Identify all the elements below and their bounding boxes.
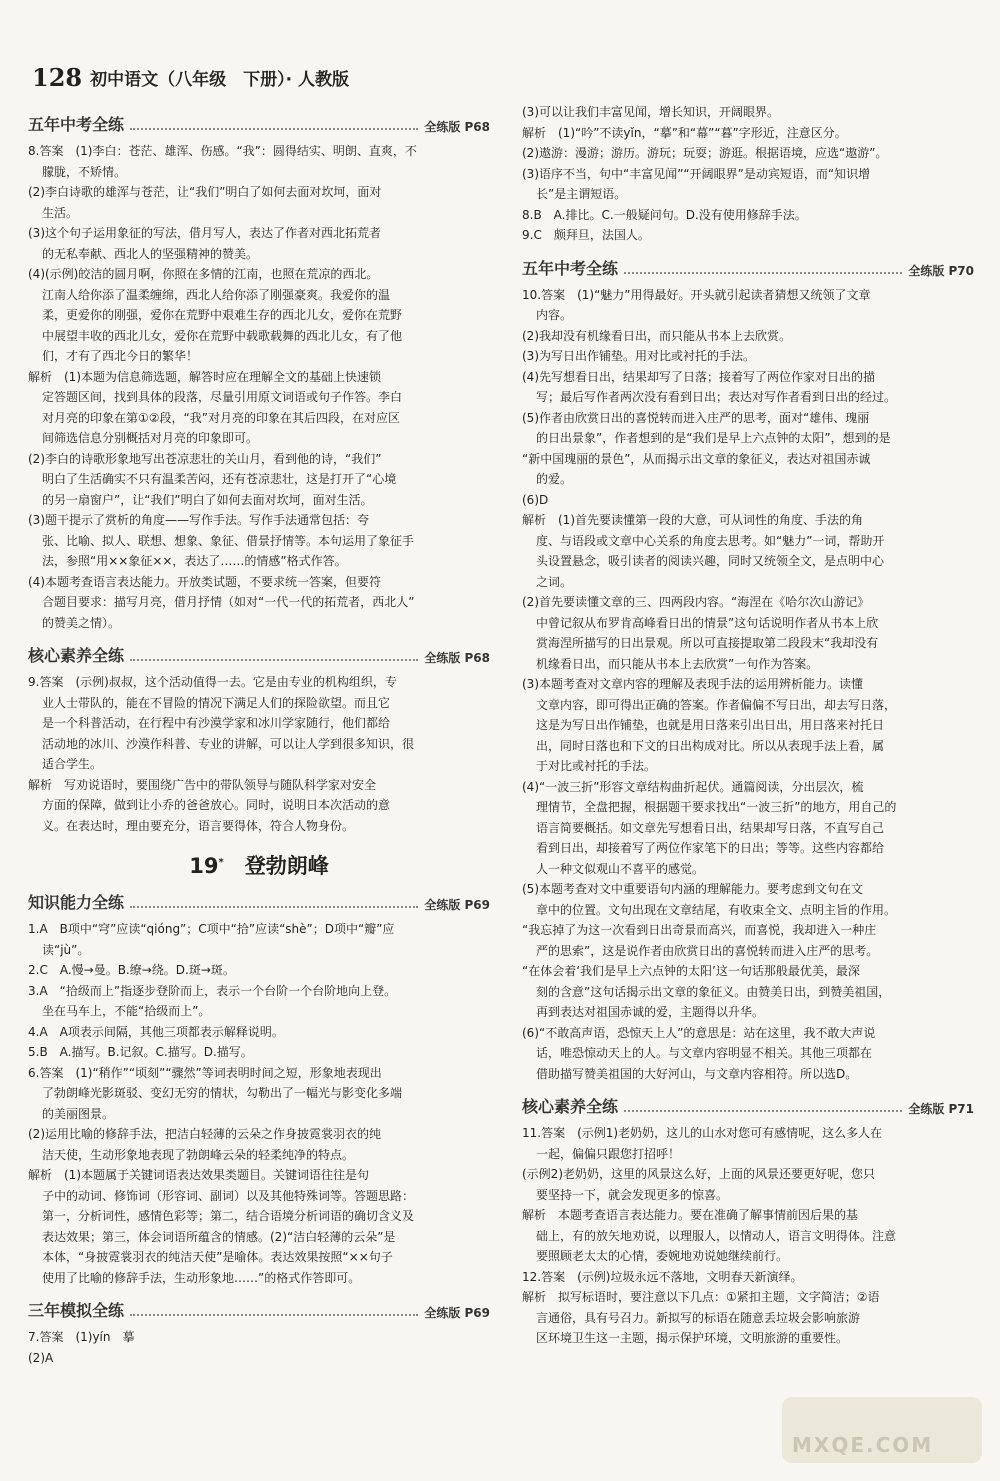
text-line: 11.答案 (示例1)老奶奶，这儿的山水对您可有感情呢，这么多人在 bbox=[522, 1126, 883, 1140]
text-line: 的另一扇窗户”，让“我们”明白了如何去面对坎坷，面对生活。 bbox=[42, 492, 373, 507]
text-line: 机缘看日出，而只能从书本上去欣赏”一句作为答案。 bbox=[536, 656, 819, 671]
text-line: (2)遨游：漫游；游历。游玩；玩耍；游逛。根据语境，应选“遨游”。 bbox=[522, 146, 888, 160]
section-title: 知识能力全练 bbox=[28, 893, 125, 912]
text-line: 本体，“身披霓裳羽衣的纯洁天使”是喻体。表达效果按照“××句子 bbox=[42, 1250, 393, 1264]
text-line: (6)“不敢高声语，恐惊天上人”的意思是：站在这里，我不敢大声说 bbox=[522, 1025, 876, 1040]
text-line: 活动地的冰川、沙漠作科普、专业的讲解，可以让人学到很多知识，很 bbox=[42, 736, 415, 751]
text-line: 要坚持一下，就会发现更多的惊喜。 bbox=[536, 1187, 729, 1202]
text-line: 赏海涅所描写的日出景观。所以可直接提取第二段段末“我却没有 bbox=[536, 636, 879, 650]
text-line: (4)本题考查语言表达能力。开放类试题，不要求统一答案，但要符 bbox=[28, 574, 382, 589]
answer-block bbox=[28, 141, 490, 633]
chapter-title bbox=[28, 850, 490, 880]
text-line: 出，同时日落也和下文的日出构成对比。所以从表现手法上看，属 bbox=[536, 738, 885, 753]
page-number: 128 bbox=[32, 62, 83, 92]
text-line: (3)题干提示了赏析的角度——写作手法。写作手法通常包括：夸 bbox=[28, 513, 370, 527]
text-line: (3)这个句子运用象征的写法，借月写人，表达了作者对西北拓荒者 bbox=[28, 226, 382, 240]
section-page-ref: 全练版 P69 bbox=[424, 898, 490, 912]
text-line: 间筛选信息分别概括对月亮的印象即可。 bbox=[42, 431, 259, 445]
text-line: 方面的保障，做到让小乔的爸爸放心。同时，说明日本次活动的意 bbox=[42, 798, 391, 812]
text-line: (示例2)老奶奶，这里的风景这么好，上面的风景还要更好呢，您只 bbox=[522, 1167, 876, 1181]
text-line: 洁天使，生动形象地表现了勃朗峰云朵的轻柔纯净的特点。 bbox=[42, 1147, 355, 1162]
section-header bbox=[28, 112, 490, 135]
text-line: (6)D bbox=[522, 492, 549, 507]
text-line: 解析 拟写标语时，要注意以下几点：①紧扣主题，文字简洁；②语 bbox=[522, 1290, 880, 1304]
left-column bbox=[28, 102, 490, 1368]
text-line: 写；最后写作者两次没有看到日出；表达对写作者看到日出的经过。 bbox=[536, 390, 897, 404]
text-line: 江南人给你添了温柔缠绵，西北人给你添了刚强豪爽。我爱你的温 bbox=[42, 287, 391, 302]
section-title: 三年模拟全练 bbox=[28, 1301, 125, 1320]
page-header bbox=[32, 62, 349, 92]
text-line: 读“jù”。 bbox=[42, 942, 90, 957]
text-line: (2)运用比喻的修辞手法，把洁白轻薄的云朵之作身披霓裳羽衣的纯 bbox=[28, 1127, 382, 1141]
book-title: 初中语文（八年级 下册）· 人教版 bbox=[90, 69, 349, 90]
text-line: 9.C 颇拜旦，法国人。 bbox=[522, 228, 650, 242]
text-line: 言通俗，具有号召力。新拟写的标语在随意丢垃圾会影响旅游 bbox=[536, 1310, 861, 1325]
answer-block bbox=[28, 919, 490, 1288]
text-line: 解析 (1)本题为信息筛选题，解答时应在理解全文的基础上快速锁 bbox=[28, 369, 382, 384]
text-line: (4)“一波三折”形容文章结构曲折起伏。通篇阅读，分出层次，梳 bbox=[522, 779, 864, 794]
watermark-logo bbox=[782, 1397, 982, 1463]
text-line: 之词。 bbox=[536, 574, 573, 589]
text-line: (3)语序不当，句中“丰富见闻”“开阔眼界”是动宾短语，而“知识增 bbox=[522, 166, 871, 181]
text-line: 刻的含意”这句话揭示出文章的象征义。由赞美日出，到赞美祖国， bbox=[536, 984, 891, 999]
chapter-number: 19 bbox=[189, 854, 219, 878]
text-line: 解析 (1)本题属于关键词语表达效果类题目。关键词语往往是句 bbox=[28, 1168, 370, 1182]
section-title: 核心素养全练 bbox=[28, 646, 125, 665]
text-line: 坐在马车上，不能“拾级而上”。 bbox=[42, 1004, 211, 1018]
chapter-mark: * bbox=[218, 857, 224, 868]
text-line: 章中的位置。文句出现在文章结尾，有收束全文、点明主旨的作用。 bbox=[536, 902, 897, 917]
text-line: 借助描写赞美祖国的大好河山，与文章内容相符。所以选D。 bbox=[536, 1066, 858, 1081]
text-line: 于对比或衬托的手法。 bbox=[536, 759, 657, 773]
text-line: 8.答案 (1)李白：苍茫、雄浑、伤感。“我”：圆得结实、明朗、直爽，不 bbox=[28, 144, 417, 158]
text-line: 9.答案 (示例)叔叔，这个活动值得一去。它是由专业的机构组织，专 bbox=[28, 675, 397, 689]
text-line: 第一，分析词性，感情色彩等；第二，结合语境分析词语的确切含义及 bbox=[42, 1209, 415, 1223]
text-line: (2)李白诗歌的雄浑与苍茫，让“我们”明白了如何去面对坎坷，面对 bbox=[28, 185, 382, 199]
text-line: “新中国瑰丽的景色”，从而揭示出文章的象征义，表达对祖国赤诚 bbox=[522, 451, 871, 466]
text-line: 解析 写劝说语时，要围绕广告中的带队领导与随队科学家对安全 bbox=[28, 777, 377, 792]
text-line: 要照顾老太太的心情，委婉地劝说她继续前行。 bbox=[536, 1249, 789, 1263]
right-column bbox=[522, 102, 974, 1349]
text-line: 区环境卫生这一主题，揭示保护环境，文明旅游的重要性。 bbox=[536, 1331, 849, 1345]
text-line: 3.A “拾级而上”指逐步登阶而上，表示一个台阶一个台阶地向上登。 bbox=[28, 983, 397, 998]
text-line: 文章内容，即可得出正确的答案。作者偏偏不写日出，却去写日落， bbox=[536, 697, 897, 712]
text-line: 10.答案 (1)“魅力”用得最好。开头就引起读者猜想又统领了文章 bbox=[522, 287, 871, 302]
text-line: 子中的动词、修饰词（形容词、副词）以及其他特殊词等。答题思路： bbox=[42, 1188, 415, 1203]
section-title: 核心素养全练 bbox=[522, 1097, 619, 1116]
text-line: 头设置悬念，吸引读者的阅读兴趣，同时又统领全文，是点明中心 bbox=[536, 554, 885, 568]
text-line: 理情节，全盘把握，根据题干要求找出“一波三折”的地方，用自己的 bbox=[536, 800, 897, 814]
answer-block bbox=[28, 672, 490, 836]
text-line: 这是为写日出作铺垫，也就是用日落来引出日出，用日落来衬托日 bbox=[536, 718, 885, 732]
text-line: 8.B A.排比。C.一般疑问句。D.没有使用修辞手法。 bbox=[522, 207, 807, 222]
text-line: 长”是主谓短语。 bbox=[536, 187, 627, 201]
text-line: 内容。 bbox=[536, 308, 573, 322]
section-header bbox=[28, 643, 490, 666]
text-line: 使用了比喻的修辞手法，生动形象地……”的格式作答即可。 bbox=[42, 1270, 361, 1285]
text-line: 中展望丰收的西北儿女，爱你在荒野中载歌载舞的西北儿女，有了他 bbox=[42, 328, 403, 343]
section-title: 五年中考全练 bbox=[28, 115, 125, 134]
text-line: 定答题区间，找到具体的段落，尽量引用原文词语或句子作答。李白 bbox=[42, 390, 403, 404]
text-line: 话，唯恐惊动天上的人。与文章内容明显不相关。其他三项都在 bbox=[536, 1046, 873, 1060]
text-line: 了勃朗峰光影斑驳、变幻无穷的情状，勾勒出了一幅光与影变化多端 bbox=[42, 1086, 403, 1100]
text-line: 的日出景象”，作者想到的是“我们是早上六点钟的太阳”，想到的是 bbox=[536, 431, 891, 445]
text-line: 解析 本题考查语言表达能力。要在准确了解事情前因后果的基 bbox=[522, 1208, 859, 1222]
text-line: 解析 (1)首先要读懂第一段的大意，可从词性的角度、手法的角 bbox=[522, 513, 864, 527]
section-header bbox=[28, 1298, 490, 1321]
watermark-text: MXQE.COM bbox=[792, 1433, 934, 1457]
text-line: 7.答案 (1)yín 摹 bbox=[28, 1330, 135, 1344]
text-line: (2)首先要读懂文章的三、四两段内容。“海涅在《哈尔次山游记》 bbox=[522, 595, 870, 609]
text-line: 的无私奉献、西北人的坚强精神的赞美。 bbox=[42, 246, 259, 261]
section-page-ref: 全练版 P71 bbox=[908, 1102, 974, 1116]
answer-block bbox=[522, 285, 974, 1085]
text-line: 12.答案 (示例)垃圾永远不落地，文明春天新演绎。 bbox=[522, 1269, 803, 1284]
section-page-ref: 全练版 P69 bbox=[424, 1306, 490, 1320]
text-line: 朦胧，不矫情。 bbox=[42, 164, 127, 179]
text-line: (4)(示例)皎洁的圆月啊，你照在多情的江南，也照在荒凉的西北。 bbox=[28, 267, 379, 281]
text-line: 6.答案 (1)“稍作”“顷刻”“骤然”等词表明时间之短，形象地表现出 bbox=[28, 1065, 382, 1080]
text-line: 础上，有的放矢地劝说，以理服人，以情动人，语言文明得体。注意 bbox=[536, 1228, 897, 1243]
text-line: 们，才有了西北今日的繁华！ bbox=[42, 349, 199, 363]
text-line: 业人士带队的，能在不冒险的情况下满足人们的探险欲望。而且它 bbox=[42, 695, 391, 710]
text-line: (3)为写日出作铺垫。用对比或衬托的手法。 bbox=[522, 349, 755, 363]
text-line: 一起，偏偏只跟您打招呼！ bbox=[536, 1146, 681, 1161]
text-line: 4.A A项表示间隔，其他三项都表示解释说明。 bbox=[28, 1024, 284, 1039]
text-line: 人一种文似观山不喜平的感觉。 bbox=[536, 861, 705, 876]
text-line: 1.A B项中“穹”应读“qióng”；C项中“拾”应读“shè”；D项中“瓣”应 bbox=[28, 922, 395, 936]
section-page-ref: 全练版 P70 bbox=[908, 263, 974, 278]
text-line: 生活。 bbox=[42, 205, 79, 220]
answer-block bbox=[28, 1327, 490, 1368]
text-line: (2)李白的诗歌形象地写出苍凉悲壮的关山月，看到他的诗，“我们” bbox=[28, 451, 382, 466]
section-title: 五年中考全练 bbox=[522, 258, 619, 278]
text-line: 对月亮的印象在第①②段，“我”对月亮的印象在其后四段，在对应区 bbox=[42, 410, 400, 425]
text-line: (5)作者由欣赏日出的喜悦转而进入庄严的思考，面对“雄伟、瑰丽 bbox=[522, 410, 870, 425]
text-line: (2)我却没有机缘看日出，而只能从书本上去欣赏。 bbox=[522, 328, 791, 343]
text-line: 看到日出，却接着写了两位作家笔下的日出；等等。这些内容都给 bbox=[536, 841, 885, 855]
text-line: 法，参照“用××象征××，表达了……的情感”格式作答。 bbox=[42, 554, 347, 568]
section-header bbox=[522, 1094, 974, 1117]
text-line: 语言简要概括。如文章先写想看日出，结果却写日落，不直写自己 bbox=[536, 820, 885, 835]
text-line: 柔，更爱你的刚强，爱你在荒野中艰难生存的西北儿女，爱你在荒野 bbox=[42, 308, 403, 322]
text-line: (5)本题考查对文中重要语句内涵的理解能力。要考虑到文句在文 bbox=[522, 882, 864, 896]
text-line: 中曾记叙从布罗肯高峰看日出的情景”这句话说明作者从书本上欣 bbox=[536, 615, 879, 630]
text-line: 度、与语段或文章中心关系的角度去思考。如“魅力”一词，帮助开 bbox=[536, 533, 885, 548]
section-header bbox=[28, 890, 490, 913]
text-line: 2.C A.慢→曼。B.缭→绕。D.斑→斑。 bbox=[28, 963, 235, 977]
answer-block bbox=[522, 1123, 974, 1349]
text-line: 5.B A.描写。B.记叙。C.描写。D.描写。 bbox=[28, 1045, 253, 1059]
text-line: “我忘掉了为这一次看到日出奇景而高兴，而喜悦，我却进入一种庄 bbox=[522, 923, 877, 937]
text-line: 的美丽图景。 bbox=[42, 1106, 115, 1121]
text-line: 严的思索”，这是说作者由欣赏日出的喜悦转而进入庄严的思考。 bbox=[536, 943, 879, 958]
text-line: (3)可以让我们丰富见闻，增长知识，开阔眼界。 bbox=[522, 105, 779, 119]
text-line: 的赞美之情）。 bbox=[42, 615, 121, 630]
chapter-name: 登勃朗峰 bbox=[244, 854, 329, 878]
section-header bbox=[522, 256, 974, 279]
text-line: “在体会着‘我们是早上六点钟的太阳’这一句话那般最优美，最深 bbox=[522, 964, 860, 978]
answer-block bbox=[522, 102, 974, 246]
text-line: 解析 (1)“吟”不读yǐn，“摹”和“幕”“暮”字形近，注意区分。 bbox=[522, 125, 847, 140]
section-page-ref: 全练版 P68 bbox=[424, 120, 490, 134]
text-line: 是一个科普活动，在行程中有沙漠学家和冰川学家随行，他们都给 bbox=[42, 716, 391, 730]
text-line: 明白了生活确实不只有温柔苦闷，还有苍凉悲壮，这是打开了“心境 bbox=[42, 472, 397, 486]
text-line: (2)A bbox=[28, 1350, 54, 1365]
text-line: 义。在表达时，理由要充分，语言要得体，符合人物身份。 bbox=[42, 818, 355, 833]
text-line: 表达效果；第三，体会词语所蕴含的情感。(2)“洁白轻薄的云朵”是 bbox=[42, 1229, 396, 1244]
text-line: 再到表达对祖国赤诚的爱，主题得以升华。 bbox=[536, 1005, 765, 1019]
text-line: 的爱。 bbox=[536, 472, 573, 486]
text-line: (4)先写想看日出，结果却写了日落；接着写了两位作家对日出的描 bbox=[522, 369, 876, 384]
text-line: 适合学生。 bbox=[42, 757, 103, 771]
text-line: 合题目要求：描写月亮，借月抒情（如对“一代一代的拓荒者，西北人” bbox=[42, 595, 415, 609]
text-line: 张、比喻、拟人、联想、想象、象征、借景抒情等。本句运用了象征手 bbox=[42, 533, 415, 548]
section-page-ref: 全练版 P68 bbox=[424, 651, 490, 665]
text-line: (3)本题考查对文章内容的理解及表现手法的运用辨析能力。读懂 bbox=[522, 677, 864, 691]
